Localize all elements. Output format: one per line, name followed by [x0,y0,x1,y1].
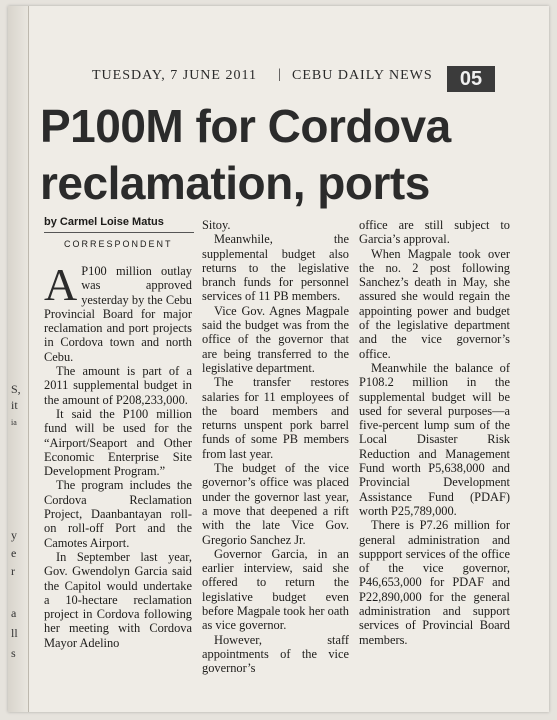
author-role: CORRESPONDENT [64,239,173,249]
paragraph: office are still subject to Garcia’s approval. [359,218,510,247]
paragraph: There is P7.26 million for general administration and suppport services of the office of the vice governor, P46,653,000 for PDAF and P22,890,000 for the general administration and support services of Provincial Board members. [359,518,510,647]
byline-rule [44,232,194,233]
paragraph: P100 million outlay was approved yesterday by the Cebu Provincial Board for major reclamation and port projects in Cordova town and north Cebu. [44,264,192,364]
paragraph: Vice Gov. Agnes Magpale said the budget was from the office of the governor that are being transferred to the legislative department. [202,303,349,375]
margin-fragment: ll [11,626,18,640]
paragraph: The budget of the vice governor’s office was placed under the governor last year, a move that deepened a rift with the late Vice Gov. Gregorio Sanchez Jr. [202,461,349,547]
headline-line-2: reclamation, ports [40,157,430,209]
issue-date: TUESDAY, 7 JUNE 2011 [92,68,257,83]
paragraph: However, staff appointments of the vice governor’s [202,632,349,676]
paragraph: Meanwhile, the supplemental budget also returns to the legislative branch funds for personnel services of 11 PB members. [202,232,349,304]
header-separator: | [278,67,282,82]
article-column-3 [359,218,510,647]
paragraph: It said the P100 million fund will be used for the “Airport/Seaport and Other Economic Enterprise Site Development Program.” [44,406,192,479]
paragraph: Governor Garcia, in an earlier interview, said she offered to return the legislative budget even before Magpale took her oath as vice governor. [202,546,349,633]
margin-fragment: s [11,646,16,660]
paragraph: When Magpale took over the no. 2 post following Sanchez’s death in May, she assured she would regain the appointing power and budget of the legislative department and the vice governor’s office. [359,246,510,361]
byline: by Carmel Loise Matus [44,216,164,228]
paragraph: The program includes the Cordova Reclamation Project, Daanbantayan roll-on roll-off Port and the Camotes Airport. [44,478,192,550]
margin-fragment: it [11,398,18,412]
paragraph: Meanwhile the balance of P108.2 million in the supplemental budget will be used for several purposes—a five-percent lump sum of the Local Disaster Risk Reduction and Management Fund worth P5,638,000 and Provincial Development Assistance Fund (PDAF) worth P25,789,000. [359,360,510,518]
margin-fragment: S, [11,382,21,396]
paragraph: In September last year, Gov. Gwendolyn Garcia said the Capitol would undertake a 10-hectare reclamation project in Cordova following her meeting with Cordova Mayor Adelino [44,549,192,650]
headline [40,98,520,212]
article-column-2 [202,218,349,676]
adjacent-page-strip [8,6,29,712]
paragraph: The transfer restores salaries for 11 employees of the board members and returns unspent pork barrel funds of some PB members from last year. [202,375,349,461]
newspaper-name: CEBU DAILY NEWS [292,68,433,83]
paragraph: Sitoy. [202,218,231,232]
article-column-1 [44,259,192,650]
page-number: 05 [447,66,495,92]
headline-line-1: P100M for Cordova [40,100,451,152]
margin-fragment: e [11,546,17,560]
margin-fragment: r [11,564,15,578]
margin-fragment: ia [11,418,17,427]
drop-cap: A [44,259,78,310]
margin-fragment: y [11,528,17,542]
margin-fragment: a [11,606,17,620]
newspaper-clipping [8,6,549,712]
paragraph: The amount is part of a 2011 supplemental budget in the amount of P208,233,000. [44,364,192,407]
